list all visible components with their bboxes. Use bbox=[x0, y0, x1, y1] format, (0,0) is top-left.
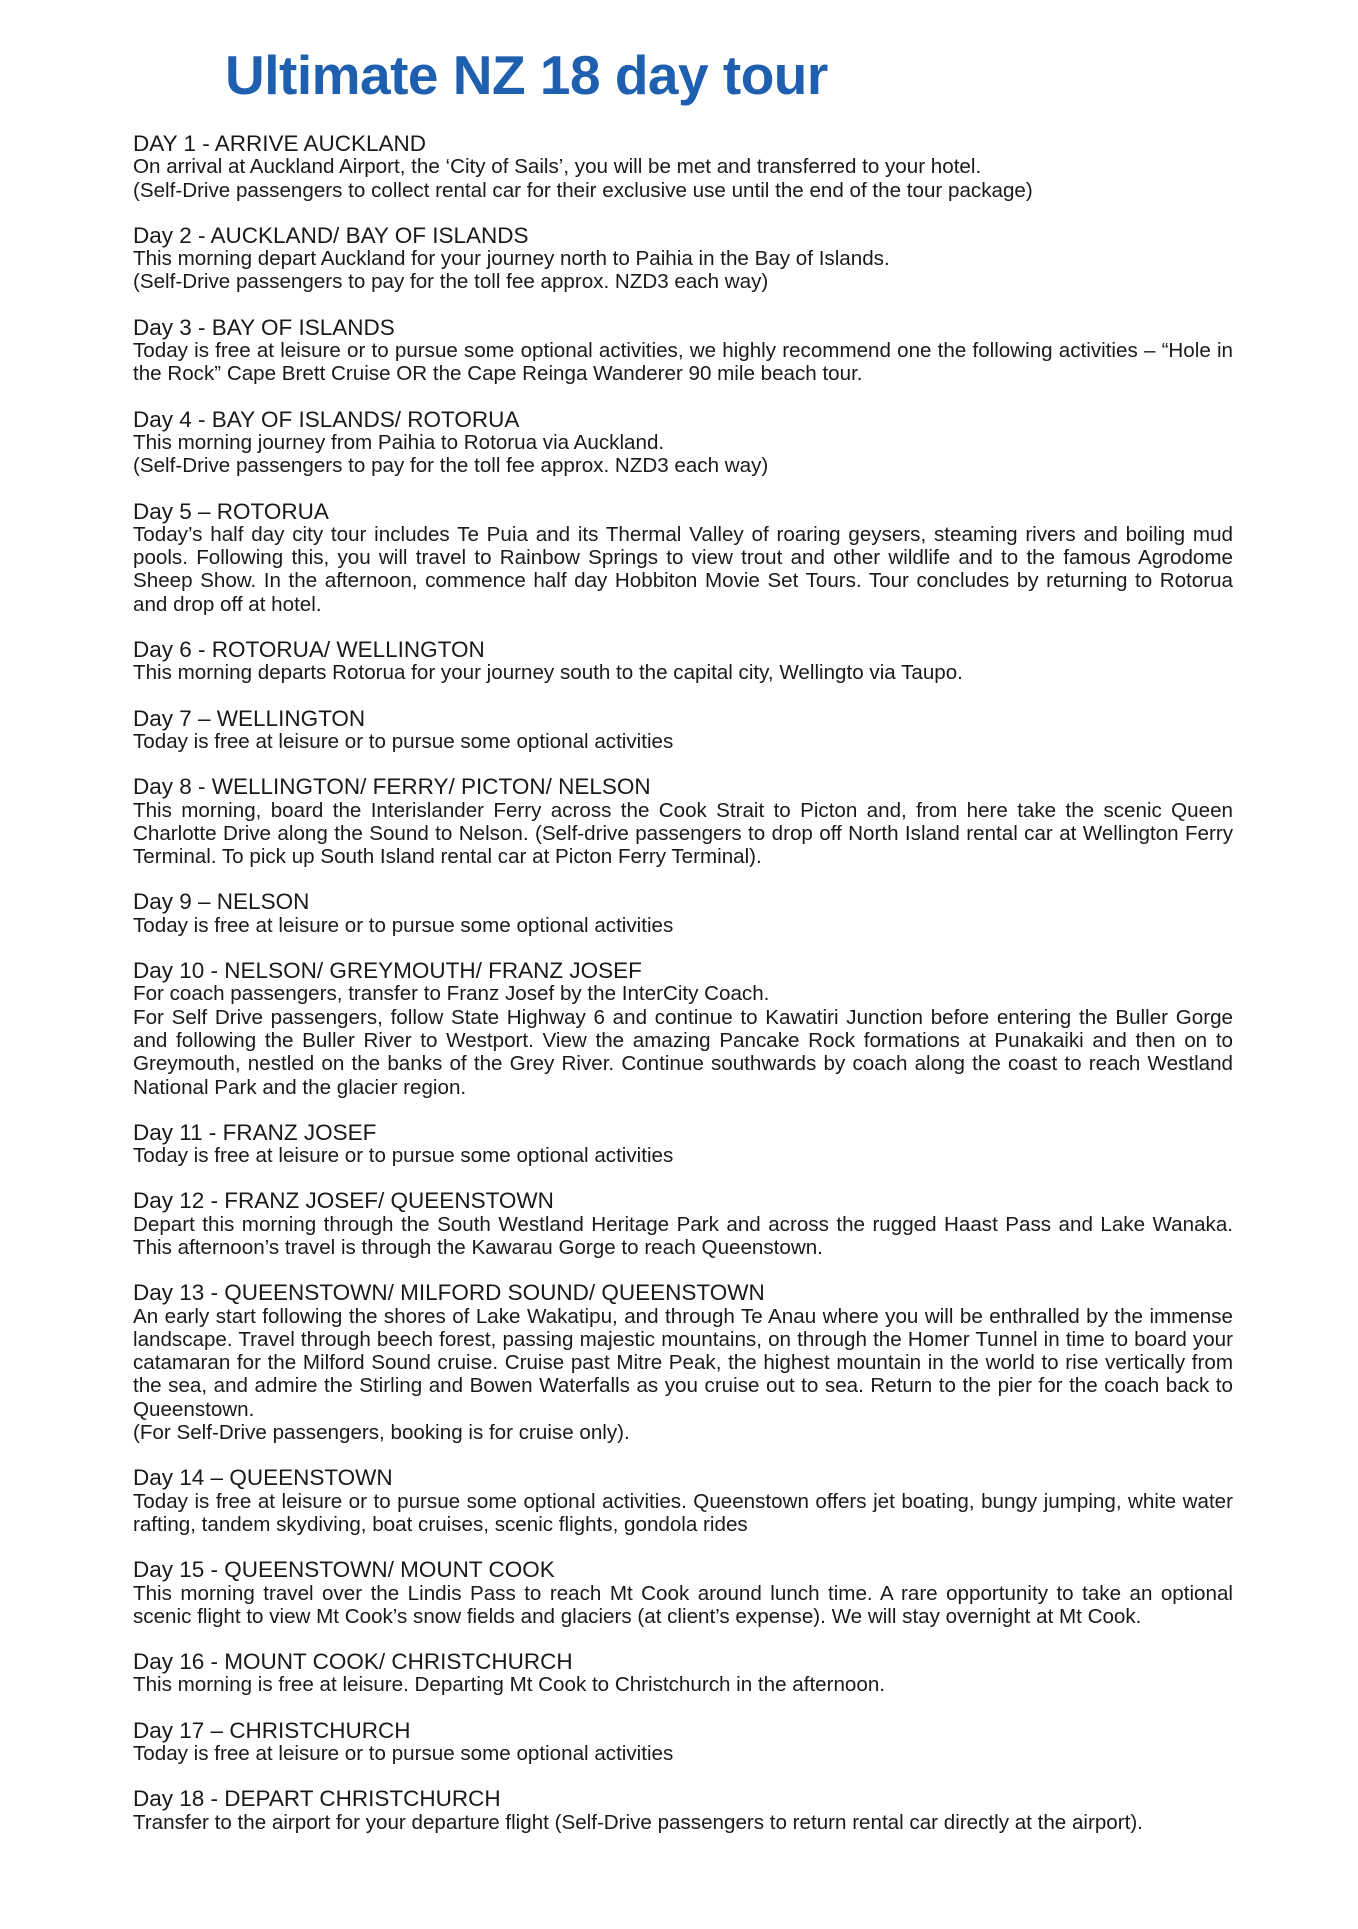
day-heading bbox=[133, 1787, 1233, 1810]
day-heading bbox=[133, 1189, 1233, 1212]
day-destination: FRANZ JOSEF bbox=[222, 1119, 377, 1145]
day-entry bbox=[133, 1719, 1233, 1766]
description-line: This morning journey from Paihia to Rotorua via Auckland. bbox=[133, 430, 665, 454]
day-description bbox=[133, 247, 1233, 294]
day-entry bbox=[133, 1650, 1233, 1697]
day-description bbox=[133, 523, 1233, 616]
day-heading bbox=[133, 1558, 1233, 1581]
day-destination: ROTORUA bbox=[216, 498, 329, 524]
day-heading bbox=[133, 316, 1233, 339]
day-entry bbox=[133, 638, 1233, 685]
day-description bbox=[133, 431, 1233, 478]
day-number: Day 15 - bbox=[133, 1557, 225, 1583]
day-number: Day 6 - bbox=[133, 637, 212, 663]
day-heading bbox=[133, 500, 1233, 523]
description-line: For Self Drive passengers, follow State Highway 6 and continue to Kawatiri Junction before entering the Buller Gorge and following the Buller River to Westport. View the amazing Pancake Rock formations at Punakaiki and then on to Greymouth, nestled on the banks of the Grey River. Continue southwards by coach along the coast to reach Westland National Park and the glacier region. bbox=[133, 1005, 1233, 1099]
day-number: Day 4 - bbox=[133, 406, 212, 432]
day-description bbox=[133, 155, 1233, 202]
day-destination: CHRISTCHURCH bbox=[229, 1717, 411, 1743]
day-destination: BAY OF ISLANDS bbox=[211, 314, 395, 340]
day-heading bbox=[133, 638, 1233, 661]
day-heading bbox=[133, 1281, 1233, 1304]
day-entry bbox=[133, 408, 1233, 478]
day-number: DAY 1 - bbox=[133, 131, 215, 156]
description-line: This morning is free at leisure. Departing Mt Cook to Christchurch in the afternoon. bbox=[133, 1673, 886, 1697]
day-destination: DEPART CHRISTCHURCH bbox=[224, 1786, 501, 1812]
day-number: Day 17 – bbox=[133, 1717, 230, 1743]
day-heading bbox=[133, 707, 1233, 730]
description-line: For coach passengers, transfer to Franz Josef by the InterCity Coach. bbox=[133, 982, 770, 1006]
document-title: Ultimate NZ 18 day tour bbox=[225, 44, 828, 106]
day-entry bbox=[133, 132, 1233, 202]
day-heading bbox=[133, 408, 1233, 431]
day-description bbox=[133, 982, 1233, 1098]
day-number: Day 13 - bbox=[133, 1280, 225, 1306]
day-entry bbox=[133, 1558, 1233, 1628]
day-destination: NELSON bbox=[216, 889, 310, 915]
day-destination: ARRIVE AUCKLAND bbox=[214, 131, 427, 156]
day-entry bbox=[133, 1466, 1233, 1536]
day-heading bbox=[133, 890, 1233, 913]
day-destination: FRANZ JOSEF/ QUEENSTOWN bbox=[224, 1188, 554, 1214]
day-description bbox=[133, 339, 1233, 386]
day-description bbox=[133, 1213, 1233, 1260]
description-line: An early start following the shores of Lake Wakatipu, and through Te Anau where you will be enthralled by the immense landscape. Travel through beech forest, passing majestic mountains, on through the Homer Tunnel in time to board your catamaran for the Milford Sound cruise. Cruise past Mitre Peak, the highest mountain in the world to rise vertically from the sea, and admire the Stirling and Bowen Waterfalls as you cruise out to sea. Return to the pier for the coach back to Queenstown. bbox=[133, 1304, 1233, 1421]
day-description bbox=[133, 730, 1233, 753]
day-entry bbox=[133, 959, 1233, 1099]
day-heading bbox=[133, 1650, 1233, 1673]
description-line: This morning depart Auckland for your journey north to Paihia in the Bay of Islands. bbox=[133, 247, 890, 271]
day-destination: BAY OF ISLANDS/ ROTORUA bbox=[211, 406, 520, 432]
day-description bbox=[133, 1742, 1233, 1765]
day-heading bbox=[133, 224, 1233, 247]
day-description bbox=[133, 914, 1233, 937]
day-number: Day 16 - bbox=[133, 1649, 225, 1675]
description-line: Today is free at leisure or to pursue some optional activities bbox=[133, 1742, 674, 1766]
day-entry bbox=[133, 500, 1233, 616]
day-entry bbox=[133, 890, 1233, 937]
day-number: Day 18 - bbox=[133, 1786, 225, 1812]
description-line: Today is free at leisure or to pursue some optional activities bbox=[133, 913, 674, 937]
day-entry bbox=[133, 316, 1233, 386]
day-description bbox=[133, 661, 1233, 684]
day-entry bbox=[133, 1787, 1233, 1834]
day-number: Day 3 - bbox=[133, 314, 212, 340]
day-destination: QUEENSTOWN/ MOUNT COOK bbox=[224, 1557, 555, 1583]
day-destination: NELSON/ GREYMOUTH/ FRANZ JOSEF bbox=[224, 958, 642, 984]
day-destination: WELLINGTON/ FERRY/ PICTON/ NELSON bbox=[211, 774, 651, 800]
description-line: Today is free at leisure or to pursue some optional activities, we highly recommend one the following activities – “Hole in the Rock” Cape Brett Cruise OR the Cape Reinga Wanderer 90 mile beach tour. bbox=[133, 339, 1233, 386]
day-heading bbox=[133, 1719, 1233, 1742]
day-destination: WELLINGTON bbox=[216, 705, 366, 731]
day-number: Day 7 – bbox=[133, 705, 217, 731]
description-line: Today is free at leisure or to pursue some optional activities. Queenstown offers jet boating, bungy jumping, white water rafting, tandem skydiving, boat cruises, scenic flights, gondola rides bbox=[133, 1489, 1233, 1536]
day-destination: MOUNT COOK/ CHRISTCHURCH bbox=[224, 1649, 573, 1675]
day-heading bbox=[133, 1466, 1233, 1489]
description-line: On arrival at Auckland Airport, the ‘City of Sails’, you will be met and transferred to your hotel. bbox=[133, 155, 982, 179]
day-number: Day 11 - bbox=[133, 1119, 223, 1145]
day-entry bbox=[133, 707, 1233, 754]
day-description bbox=[133, 1490, 1233, 1537]
day-description bbox=[133, 1582, 1233, 1629]
description-line: (Self-Drive passengers to pay for the toll fee approx. NZD3 each way) bbox=[133, 270, 769, 294]
day-entry bbox=[133, 1281, 1233, 1444]
description-line: (Self-Drive passengers to pay for the toll fee approx. NZD3 each way) bbox=[133, 454, 769, 478]
day-number: Day 2 - bbox=[133, 222, 211, 248]
description-line: This morning departs Rotorua for your journey south to the capital city, Wellingto via Taupo. bbox=[133, 661, 963, 685]
day-heading bbox=[133, 132, 1233, 155]
day-destination: ROTORUA/ WELLINGTON bbox=[211, 637, 485, 663]
description-line: This morning, board the Interislander Ferry across the Cook Strait to Picton and, from here take the scenic Queen Charlotte Drive along the Sound to Nelson. (Self-drive passengers to drop off North Island rental car at Wellington Ferry Terminal. To pick up South Island rental car at Picton Ferry Terminal). bbox=[133, 798, 1233, 869]
day-number: Day 9 – bbox=[133, 889, 217, 915]
description-line: Depart this morning through the South Westland Heritage Park and across the rugged Haast Pass and Lake Wanaka. This afternoon’s travel is through the Kawarau Gorge to reach Queenstown. bbox=[133, 1212, 1233, 1259]
day-heading bbox=[133, 775, 1233, 798]
day-heading bbox=[133, 959, 1233, 982]
day-description bbox=[133, 799, 1233, 869]
day-number: Day 12 - bbox=[133, 1188, 225, 1214]
description-line: Transfer to the airport for your departure flight (Self-Drive passengers to return rental car directly at the airport). bbox=[133, 1810, 1143, 1834]
day-description bbox=[133, 1305, 1233, 1445]
description-line: This morning travel over the Lindis Pass to reach Mt Cook around lunch time. A rare opportunity to take an optional scenic flight to view Mt Cook’s snow fields and glaciers (at client’s expense). We will stay overnight at Mt Cook. bbox=[133, 1581, 1233, 1628]
day-description bbox=[133, 1811, 1233, 1834]
itinerary-list bbox=[133, 132, 1233, 1856]
description-line: (Self-Drive passengers to collect rental car for their exclusive use until the end of the tour package) bbox=[133, 178, 1033, 202]
day-number: Day 10 - bbox=[133, 958, 225, 984]
description-line: Today’s half day city tour includes Te Puia and its Thermal Valley of roaring geysers, steaming rivers and boiling mud pools. Following this, you will travel to Rainbow Springs to view trout and other wildlife and to the famous Agrodome Sheep Show. In the afternoon, commence half day Hobbiton Movie Set Tours. Tour concludes by returning to Rotorua and drop off at hotel. bbox=[133, 522, 1233, 616]
description-line: Today is free at leisure or to pursue some optional activities bbox=[133, 1144, 674, 1168]
day-number: Day 5 – bbox=[133, 498, 217, 524]
day-destination: AUCKLAND/ BAY OF ISLANDS bbox=[210, 222, 529, 248]
day-entry bbox=[133, 1121, 1233, 1168]
day-number: Day 8 - bbox=[133, 774, 212, 800]
day-heading bbox=[133, 1121, 1233, 1144]
description-line: Today is free at leisure or to pursue some optional activities bbox=[133, 729, 674, 753]
day-entry bbox=[133, 224, 1233, 294]
day-destination: QUEENSTOWN bbox=[229, 1465, 393, 1491]
day-number: Day 14 – bbox=[133, 1465, 230, 1491]
day-entry bbox=[133, 775, 1233, 868]
description-line: (For Self-Drive passengers, booking is for cruise only). bbox=[133, 1421, 630, 1445]
day-description bbox=[133, 1144, 1233, 1167]
day-description bbox=[133, 1673, 1233, 1696]
day-entry bbox=[133, 1189, 1233, 1259]
day-destination: QUEENSTOWN/ MILFORD SOUND/ QUEENSTOWN bbox=[224, 1280, 765, 1306]
